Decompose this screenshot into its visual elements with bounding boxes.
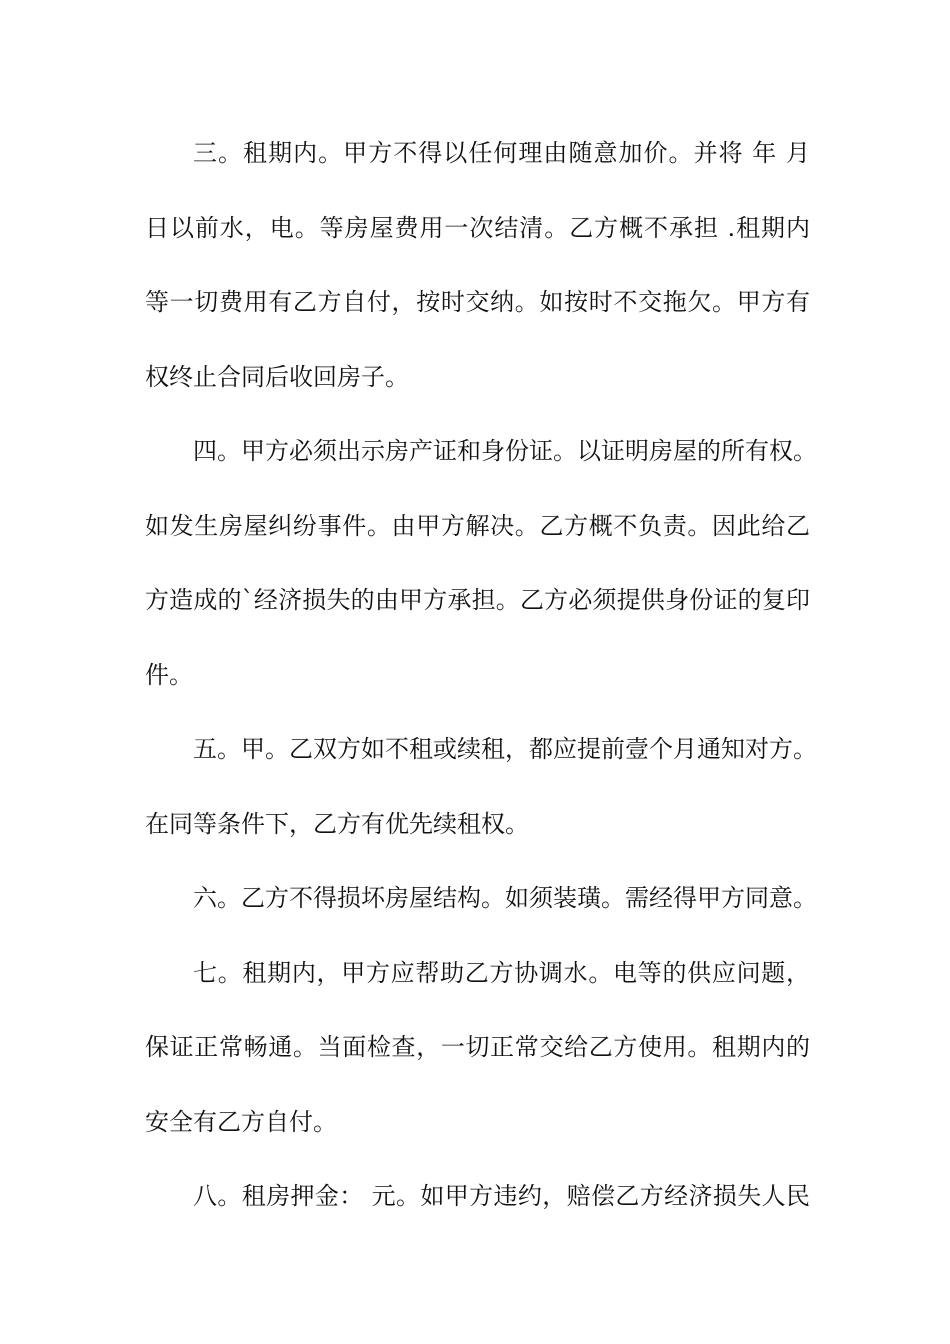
text-line: 八。租房押金： 元。如甲方违约，赔偿乙方经济损失人民 [193,1182,810,1210]
text-line: 保证正常畅通。当面检查，一切正常交给乙方使用。租期内的 [145,1033,810,1061]
text-line: 如发生房屋纠纷事件。由甲方解决。乙方概不负责。因此给乙 [145,511,810,540]
text-line: 权终止合同后收回房子。 [145,362,409,391]
text-line: 安全有乙方自付。 [145,1107,337,1136]
text-line: 方造成的`经济损失的由甲方承担。乙方必须提供身份证的复印 [145,586,810,614]
text-line: 三。租期内。甲方不得以任何理由随意加价。并将 年 月 [193,139,810,167]
text-line: 在同等条件下，乙方有优先续租权。 [145,809,529,838]
text-line: 四。甲方必须出示房产证和身份证。以证明房屋的所有权。 [193,437,817,465]
document-body [145,127,817,1245]
text-line: 五。甲。乙双方如不租或续租，都应提前壹个月通知对方。 [193,735,817,763]
text-line: 七。租期内，甲方应帮助乙方协调水。电等的供应问题， [193,958,810,987]
text-line: 六。乙方不得损坏房屋结构。如须装璜。需经得甲方同意。 [193,884,817,912]
text-line: 件。 [145,660,193,689]
text-line: 日以前水，电。等房屋费用一次结清。乙方概不承担 .租期内 [145,213,810,242]
text-line: 等一切费用有乙方自付，按时交纳。如按时不交拖欠。甲方有 [145,288,810,316]
